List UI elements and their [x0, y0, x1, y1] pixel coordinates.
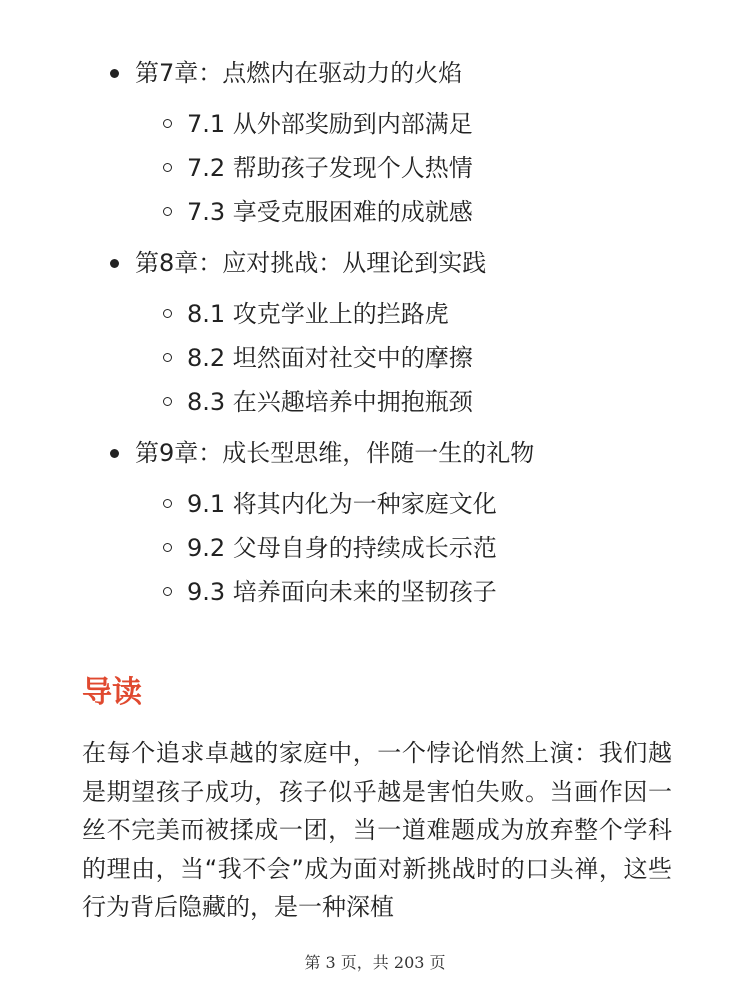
section-title: 7.1 从外部奖励到内部满足 — [187, 110, 473, 138]
bullet-icon — [110, 449, 119, 458]
toc-chapter — [0, 240, 750, 286]
page-footer: 第 3 页，共 203 页 — [304, 953, 446, 972]
table-of-contents — [0, 50, 750, 614]
intro-paragraph: 在每个追求卓越的家庭中，一个悖论悄然上演：我们越是期望孩子成功，孩子似乎越是害怕失败。当画作因一丝不完美而被揉成一团，当一道难题成为放弃整个学科的理由，当“我不会”成为面对新挑战时的口头禅，这些行为背后隐藏的，是一种深植 — [82, 739, 672, 921]
toc-section — [0, 292, 750, 336]
section-title: 9.1 将其内化为一种家庭文化 — [187, 490, 497, 518]
section-title: 9.3 培养面向未来的坚韧孩子 — [187, 578, 497, 606]
circle-bullet-icon — [163, 309, 172, 318]
toc-section — [0, 146, 750, 190]
circle-bullet-icon — [163, 119, 172, 128]
section-title: 8.3 在兴趣培养中拥抱瓶颈 — [187, 388, 473, 416]
bullet-icon — [110, 259, 119, 268]
section-title: 7.2 帮助孩子发现个人热情 — [187, 154, 473, 182]
toc-chapter — [0, 430, 750, 476]
toc-section — [0, 336, 750, 380]
toc-section — [0, 482, 750, 526]
circle-bullet-icon — [163, 397, 172, 406]
chapter-title: 第9章：成长型思维，伴随一生的礼物 — [135, 439, 535, 467]
section-title: 8.2 坦然面对社交中的摩擦 — [187, 344, 473, 372]
toc-section — [0, 380, 750, 424]
circle-bullet-icon — [163, 587, 172, 596]
section-title: 9.2 父母自身的持续成长示范 — [187, 534, 497, 562]
toc-section — [0, 526, 750, 570]
toc-section — [0, 102, 750, 146]
circle-bullet-icon — [163, 543, 172, 552]
toc-section — [0, 190, 750, 234]
circle-bullet-icon — [163, 353, 172, 362]
chapter-title: 第7章：点燃内在驱动力的火焰 — [135, 59, 463, 87]
toc-chapter — [0, 50, 750, 96]
bullet-icon — [110, 69, 119, 78]
circle-bullet-icon — [163, 163, 172, 172]
section-heading: 导读 — [82, 675, 142, 710]
toc-section — [0, 570, 750, 614]
circle-bullet-icon — [163, 207, 172, 216]
section-title: 7.3 享受克服困难的成就感 — [187, 198, 473, 226]
section-title: 8.1 攻克学业上的拦路虎 — [187, 300, 449, 328]
chapter-title: 第8章：应对挑战：从理论到实践 — [135, 249, 487, 277]
circle-bullet-icon — [163, 499, 172, 508]
